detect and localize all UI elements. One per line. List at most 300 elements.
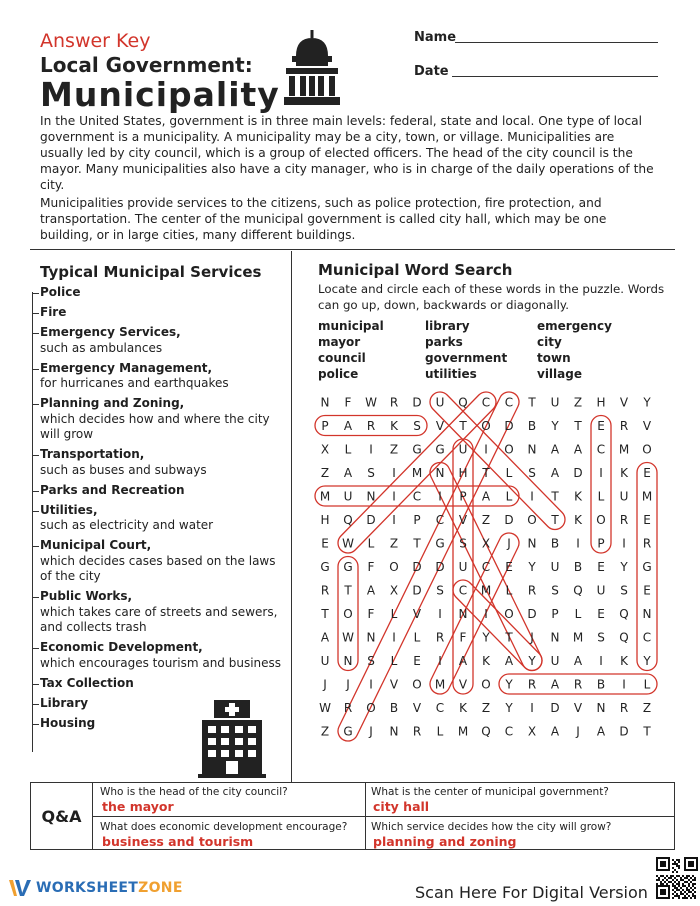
grid-letter[interactable]: K <box>620 466 628 480</box>
answer-highlight <box>335 389 523 745</box>
grid-letter[interactable]: D <box>527 607 537 621</box>
grid-letter[interactable]: L <box>436 724 444 739</box>
grid-letter[interactable]: E <box>413 654 421 668</box>
grid-letter[interactable]: U <box>343 489 353 504</box>
grid-letter[interactable]: O <box>504 607 514 621</box>
grid-letter[interactable]: V <box>458 677 468 692</box>
grid-letter[interactable]: D <box>412 583 422 598</box>
grid-letter[interactable]: J <box>369 724 373 739</box>
grid-letter[interactable]: U <box>320 654 330 668</box>
grid-letter[interactable]: Z <box>573 395 583 410</box>
grid-letter[interactable]: F <box>367 607 375 621</box>
search-word: mayor <box>318 335 361 349</box>
qa-question-3: What does economic development encourage? <box>100 821 348 833</box>
grid-letter[interactable]: F <box>367 560 375 574</box>
capitol-building-icon <box>282 30 342 106</box>
grid-letter[interactable]: L <box>390 607 398 621</box>
grid-letter[interactable]: G <box>320 560 330 574</box>
grid-letter[interactable]: Z <box>481 513 491 527</box>
search-word: library <box>425 319 470 333</box>
grid-letter[interactable]: R <box>527 583 537 598</box>
search-word: utilities <box>425 367 477 381</box>
grid-letter[interactable]: E <box>597 560 605 574</box>
grid-letter[interactable]: U <box>458 442 468 457</box>
grid-letter[interactable]: N <box>550 630 560 645</box>
grid-letter[interactable]: A <box>458 654 468 668</box>
grid-letter[interactable]: S <box>413 419 421 433</box>
grid-letter[interactable]: O <box>481 419 491 433</box>
grid-letter[interactable]: Q <box>619 630 629 645</box>
date-field[interactable] <box>452 76 658 77</box>
grid-letter[interactable]: L <box>597 489 605 504</box>
grid-letter[interactable]: R <box>527 677 537 692</box>
service-name: Parks and Recreation <box>40 482 185 497</box>
grid-letter[interactable]: S <box>436 583 444 598</box>
grid-letter[interactable]: Y <box>505 701 513 715</box>
grid-letter[interactable]: K <box>574 513 582 527</box>
grid-letter[interactable]: T <box>413 536 421 551</box>
grid-letter[interactable]: P <box>321 419 329 433</box>
grid-letter[interactable]: T <box>574 419 582 433</box>
word-column <box>537 318 612 382</box>
column-divider <box>291 251 292 782</box>
grid-letter[interactable]: I <box>530 701 534 715</box>
qa-question-1: Who is the head of the city council? <box>100 786 288 798</box>
grid-letter[interactable]: N <box>458 607 468 621</box>
grid-letter[interactable]: R <box>412 724 422 739</box>
grid-letter[interactable]: S <box>551 583 559 598</box>
grid-letter[interactable]: A <box>550 724 560 739</box>
grid-letter[interactable]: Z <box>320 724 330 739</box>
grid-letter[interactable]: Z <box>389 442 399 457</box>
grid-letter[interactable]: L <box>643 677 651 692</box>
grid-letter[interactable]: K <box>390 419 398 433</box>
grid-letter[interactable]: S <box>528 466 536 480</box>
logo-text-accent: ZONE <box>138 880 183 896</box>
grid-letter[interactable]: O <box>481 677 491 692</box>
grid-letter[interactable]: P <box>459 489 467 504</box>
grid-letter[interactable]: W <box>319 701 331 715</box>
grid-letter[interactable]: O <box>504 442 514 457</box>
grid-letter[interactable]: C <box>458 583 468 598</box>
service-item <box>30 640 285 671</box>
grid-letter[interactable]: J <box>530 630 534 645</box>
logo-text-main: WORKSHEET <box>36 880 139 896</box>
grid-letter[interactable]: S <box>597 630 605 645</box>
worksheetzone-logo[interactable] <box>8 878 183 898</box>
grid-letter[interactable]: Y <box>482 630 490 645</box>
grid-letter[interactable]: S <box>459 536 467 551</box>
grid-letter[interactable]: R <box>573 677 583 692</box>
grid-letter[interactable]: B <box>596 677 606 692</box>
grid-letter[interactable]: G <box>435 442 445 457</box>
grid-letter[interactable]: S <box>620 583 628 598</box>
grid-letter[interactable]: H <box>458 466 468 480</box>
grid-letter[interactable]: X <box>527 724 537 739</box>
grid-letter[interactable]: N <box>435 466 445 480</box>
grid-letter[interactable]: N <box>343 654 353 668</box>
grid-letter[interactable]: V <box>458 513 468 527</box>
grid-letter[interactable]: N <box>389 724 399 739</box>
grid-letter[interactable]: I <box>599 654 603 668</box>
grid-letter[interactable]: R <box>366 419 376 433</box>
grid-letter[interactable]: O <box>642 442 652 457</box>
grid-letter[interactable]: M <box>457 724 469 739</box>
logo-text <box>36 880 183 896</box>
grid-letter[interactable]: U <box>619 489 629 504</box>
grid-letter[interactable]: A <box>550 442 560 457</box>
grid-letter[interactable]: M <box>641 489 653 504</box>
grid-letter[interactable]: Z <box>320 466 330 480</box>
grid-letter[interactable]: T <box>551 489 559 504</box>
search-word: parks <box>425 335 463 349</box>
grid-letter[interactable]: V <box>642 419 652 433</box>
grid-letter[interactable]: I <box>576 536 580 551</box>
grid-letter[interactable]: B <box>527 419 537 433</box>
grid-letter[interactable]: C <box>435 701 445 715</box>
grid-letter[interactable]: L <box>505 583 513 598</box>
service-name: Municipal Court, <box>40 538 152 552</box>
grid-letter[interactable]: I <box>392 489 396 504</box>
search-word: village <box>537 367 582 381</box>
grid-letter[interactable]: Y <box>551 419 559 433</box>
grid-letter[interactable]: D <box>504 513 514 527</box>
grid-letter[interactable]: O <box>527 513 537 527</box>
grid-letter[interactable]: Q <box>619 607 629 621</box>
grid-letter[interactable]: G <box>412 442 422 457</box>
grid-letter[interactable]: N <box>642 607 652 621</box>
grid-letter[interactable]: C <box>435 513 445 527</box>
grid-letter[interactable]: M <box>572 630 584 645</box>
answer-highlight <box>449 576 546 675</box>
grid-letter[interactable]: N <box>596 701 606 715</box>
grid-letter[interactable]: E <box>643 513 651 527</box>
grid-letter[interactable]: Y <box>643 654 651 668</box>
service-item <box>30 676 285 692</box>
service-name: Library <box>40 695 89 710</box>
grid-letter[interactable]: V <box>412 701 422 715</box>
grid-letter[interactable]: C <box>412 489 422 504</box>
grid-letter[interactable]: D <box>366 513 376 527</box>
grid-letter[interactable]: N <box>320 395 330 410</box>
qa-answer-1[interactable]: the mayor <box>102 799 174 814</box>
search-word: emergency <box>537 319 612 333</box>
service-item <box>30 285 285 301</box>
grid-letter[interactable]: I <box>438 489 442 504</box>
grid-letter[interactable]: K <box>459 701 467 715</box>
grid-letter[interactable]: C <box>504 395 514 410</box>
qa-answer-2[interactable]: city hall <box>373 799 430 814</box>
grid-letter[interactable]: A <box>343 466 353 480</box>
grid-letter[interactable]: D <box>619 724 629 739</box>
answer-highlight <box>427 459 546 674</box>
answer-highlight <box>427 530 523 698</box>
grid-letter[interactable]: U <box>435 395 445 410</box>
grid-letter[interactable]: A <box>343 419 353 433</box>
answer-highlight <box>334 388 500 557</box>
grid-letter[interactable]: J <box>346 677 350 692</box>
grid-letter[interactable]: T <box>344 583 352 598</box>
service-name: Tax Collection <box>40 675 134 690</box>
grid-letter[interactable]: O <box>343 607 353 621</box>
grid-letter[interactable]: E <box>597 419 605 433</box>
grid-letter[interactable]: I <box>484 442 488 457</box>
service-item <box>30 447 285 478</box>
grid-letter[interactable]: D <box>573 466 583 480</box>
grid-letter[interactable]: P <box>413 513 421 527</box>
grid-letter[interactable]: X <box>481 536 491 551</box>
service-description: which decides cases based on the laws of the city <box>40 553 276 583</box>
grid-letter[interactable]: U <box>596 583 606 598</box>
grid-letter[interactable]: N <box>527 536 537 551</box>
grid-letter[interactable]: I <box>438 654 442 668</box>
grid-letter[interactable]: S <box>367 466 375 480</box>
service-item <box>30 538 285 585</box>
grid-letter[interactable]: L <box>505 489 513 504</box>
grid-letter[interactable]: W <box>365 395 377 410</box>
grid-letter[interactable]: O <box>366 701 376 715</box>
search-word: council <box>318 351 366 365</box>
grid-letter[interactable]: M <box>618 442 630 457</box>
answer-key-label: Answer Key <box>40 30 151 52</box>
grid-letter[interactable]: B <box>573 560 583 574</box>
grid-letter[interactable]: Y <box>620 560 628 574</box>
grid-letter[interactable]: D <box>435 560 445 574</box>
grid-letter[interactable]: M <box>434 677 446 692</box>
grid-letter[interactable]: O <box>389 560 399 574</box>
section-divider <box>30 249 675 250</box>
grid-letter[interactable]: T <box>505 630 513 645</box>
grid-letter[interactable]: R <box>343 701 353 715</box>
grid-letter[interactable]: B <box>550 536 560 551</box>
grid-letter[interactable]: T <box>482 466 490 480</box>
service-name: Emergency Management, <box>40 360 213 375</box>
grid-letter[interactable]: O <box>596 513 606 527</box>
grid-letter[interactable]: E <box>597 607 605 621</box>
service-description: which decides how and where the city will grow <box>40 411 270 441</box>
grid-letter[interactable]: D <box>504 419 514 433</box>
grid-letter[interactable]: G <box>343 560 353 574</box>
grid-letter[interactable]: I <box>438 607 442 621</box>
grid-letter[interactable]: R <box>619 419 629 433</box>
grid-letter[interactable]: L <box>344 442 352 457</box>
grid-letter[interactable]: L <box>505 466 513 480</box>
grid-letter[interactable]: Y <box>528 654 536 668</box>
word-search-title: Municipal Word Search <box>318 261 513 279</box>
service-description: which encourages tourism and business <box>40 655 282 670</box>
grid-letter[interactable]: I <box>484 607 488 621</box>
grid-letter[interactable]: J <box>576 724 580 739</box>
grid-letter[interactable]: K <box>620 654 628 668</box>
grid-letter[interactable]: I <box>622 677 626 692</box>
grid-letter[interactable]: K <box>482 654 490 668</box>
grid-letter[interactable]: I <box>622 536 626 551</box>
grid-letter[interactable]: H <box>320 513 330 527</box>
grid-letter[interactable]: O <box>412 677 422 692</box>
grid-letter[interactable]: F <box>459 630 467 645</box>
grid-letter[interactable]: L <box>367 536 375 551</box>
grid-letter[interactable]: T <box>551 513 559 527</box>
qa-row-divider <box>93 816 674 817</box>
service-name: Utilities, <box>40 502 98 517</box>
grid-letter[interactable]: I <box>369 677 373 692</box>
grid-letter[interactable]: M <box>411 466 423 480</box>
grid-letter[interactable]: K <box>574 489 582 504</box>
grid-letter[interactable]: U <box>550 395 560 410</box>
service-item <box>30 589 285 636</box>
search-word: municipal <box>318 319 384 333</box>
grid-letter[interactable]: A <box>596 724 606 739</box>
service-item <box>30 503 285 534</box>
service-name: Housing <box>40 715 96 730</box>
grid-letter[interactable]: R <box>619 513 629 527</box>
grid-letter[interactable]: L <box>574 607 582 621</box>
services-title: Typical Municipal Services <box>40 263 262 281</box>
grid-letter[interactable]: U <box>550 654 560 668</box>
grid-letter[interactable]: P <box>551 607 559 621</box>
grid-letter[interactable]: Y <box>643 395 651 410</box>
intro-paragraph-1: In the United States, government is in three main levels: federal, state and local. One type of local government is a municipality. A municipality may be a city, town, or village. Municipalities are usually led by city council, which is a group of elected officers. The head of the city council is the mayor. Many municipalities also have a city manager, who is in charge of the daily operations of the city. <box>40 114 654 192</box>
grid-letter[interactable]: B <box>389 701 399 715</box>
answer-highlight <box>426 388 569 534</box>
grid-letter[interactable]: E <box>643 466 651 480</box>
grid-letter[interactable]: A <box>573 442 583 457</box>
grid-letter[interactable]: R <box>320 583 330 598</box>
grid-letter[interactable]: A <box>320 630 330 645</box>
logo-w-icon <box>8 878 32 898</box>
grid-letter[interactable]: G <box>435 536 445 551</box>
grid-letter[interactable]: I <box>599 466 603 480</box>
grid-letter[interactable]: N <box>527 442 537 457</box>
grid-letter[interactable]: C <box>481 560 491 574</box>
service-name: Police <box>40 285 81 299</box>
grid-letter[interactable]: E <box>505 560 513 574</box>
grid-letter[interactable]: W <box>342 630 354 645</box>
answer-highlight <box>315 486 519 506</box>
grid-letter[interactable]: I <box>392 466 396 480</box>
grid-letter[interactable]: C <box>481 395 491 410</box>
service-name: Public Works, <box>40 589 133 603</box>
scan-text: Scan Here For Digital Version <box>415 883 648 902</box>
grid-letter[interactable]: D <box>550 701 560 715</box>
grid-letter[interactable]: C <box>642 630 652 645</box>
answer-highlight <box>637 463 657 671</box>
service-name: Fire <box>40 305 67 319</box>
grid-letter[interactable]: V <box>412 607 422 621</box>
grid-letter[interactable]: A <box>504 654 514 668</box>
qa-question-2: What is the center of municipal government? <box>371 786 609 798</box>
service-name: Planning and Zoning, <box>40 396 185 410</box>
grid-letter[interactable]: W <box>342 536 354 551</box>
grid-letter[interactable]: C <box>504 724 514 739</box>
grid-letter[interactable]: A <box>550 466 560 480</box>
grid-letter[interactable]: D <box>412 560 422 574</box>
grid-letter[interactable]: J <box>507 536 511 551</box>
grid-letter[interactable]: P <box>597 536 605 551</box>
answer-highlight <box>338 557 358 671</box>
service-description: such as electricity and water <box>40 518 214 532</box>
date-label: Date <box>414 64 449 79</box>
grid-letter[interactable]: I <box>369 442 373 457</box>
grid-letter[interactable]: V <box>619 395 629 410</box>
grid-letter[interactable]: E <box>321 536 329 551</box>
grid-letter[interactable]: N <box>366 630 376 645</box>
grid-letter[interactable]: T <box>643 724 651 739</box>
grid-letter[interactable]: F <box>344 395 352 410</box>
grid-letter[interactable]: T <box>459 419 467 433</box>
grid-letter[interactable]: Q <box>573 583 583 598</box>
grid-letter[interactable]: Q <box>458 395 468 410</box>
grid-letter[interactable]: Q <box>481 724 491 739</box>
service-description: which takes care of streets and sewers, and collects trash <box>40 604 278 634</box>
grid-letter[interactable]: R <box>389 395 399 410</box>
search-word: police <box>318 367 359 381</box>
grid-letter[interactable]: A <box>481 489 491 504</box>
grid-letter[interactable]: M <box>480 583 492 598</box>
grid-letter[interactable]: T <box>528 395 536 410</box>
grid-letter[interactable]: R <box>435 630 445 645</box>
grid-letter[interactable]: E <box>643 583 651 598</box>
qr-code-icon[interactable] <box>656 857 698 899</box>
grid-letter[interactable]: X <box>320 442 330 457</box>
grid-letter[interactable]: A <box>550 677 560 692</box>
grid-letter[interactable]: Y <box>505 677 513 692</box>
grid-letter[interactable]: H <box>596 395 606 410</box>
grid-letter[interactable]: U <box>458 560 468 574</box>
grid-letter[interactable]: G <box>343 724 353 739</box>
grid-letter[interactable]: Y <box>528 560 536 574</box>
grid-letter[interactable]: R <box>642 536 652 551</box>
grid-letter[interactable]: V <box>573 701 583 715</box>
qa-answer-3[interactable]: business and tourism <box>102 834 254 849</box>
grid-letter[interactable]: I <box>530 489 534 504</box>
grid-letter[interactable]: X <box>389 583 399 598</box>
grid-letter[interactable]: Z <box>481 701 491 715</box>
qa-answer-4[interactable]: planning and zoning <box>373 834 517 849</box>
grid-letter[interactable]: I <box>392 513 396 527</box>
grid-letter[interactable]: Z <box>389 536 399 551</box>
grid-letter[interactable]: V <box>435 419 445 433</box>
grid-letter[interactable]: T <box>321 607 329 621</box>
word-column <box>318 318 384 382</box>
grid-letter[interactable]: A <box>366 583 376 598</box>
grid-letter[interactable]: V <box>389 677 399 692</box>
worksheet-title: Municipality <box>40 75 280 114</box>
name-label: Name <box>414 30 457 45</box>
answer-highlight <box>591 416 611 554</box>
grid-letter[interactable]: R <box>619 701 629 715</box>
grid-letter[interactable]: L <box>390 654 398 668</box>
grid-letter[interactable]: L <box>413 630 421 645</box>
service-item <box>30 483 285 499</box>
grid-letter[interactable]: S <box>367 654 375 668</box>
answer-highlight <box>499 674 657 694</box>
grid-letter[interactable]: D <box>412 395 422 410</box>
grid-letter[interactable]: Z <box>642 701 652 715</box>
grid-letter[interactable]: Q <box>343 513 353 527</box>
grid-letter[interactable]: M <box>319 489 331 504</box>
grid-letter[interactable]: G <box>642 560 652 574</box>
grid-letter[interactable]: J <box>323 677 327 692</box>
grid-letter[interactable]: C <box>596 442 606 457</box>
grid-letter[interactable]: U <box>550 560 560 574</box>
qa-label: Q&A <box>31 783 93 849</box>
name-field[interactable] <box>455 42 658 43</box>
grid-letter[interactable]: N <box>366 489 376 504</box>
service-description: for hurricanes and earthquakes <box>40 376 229 390</box>
grid-letter[interactable]: A <box>573 654 583 668</box>
grid-letter[interactable]: I <box>392 630 396 645</box>
